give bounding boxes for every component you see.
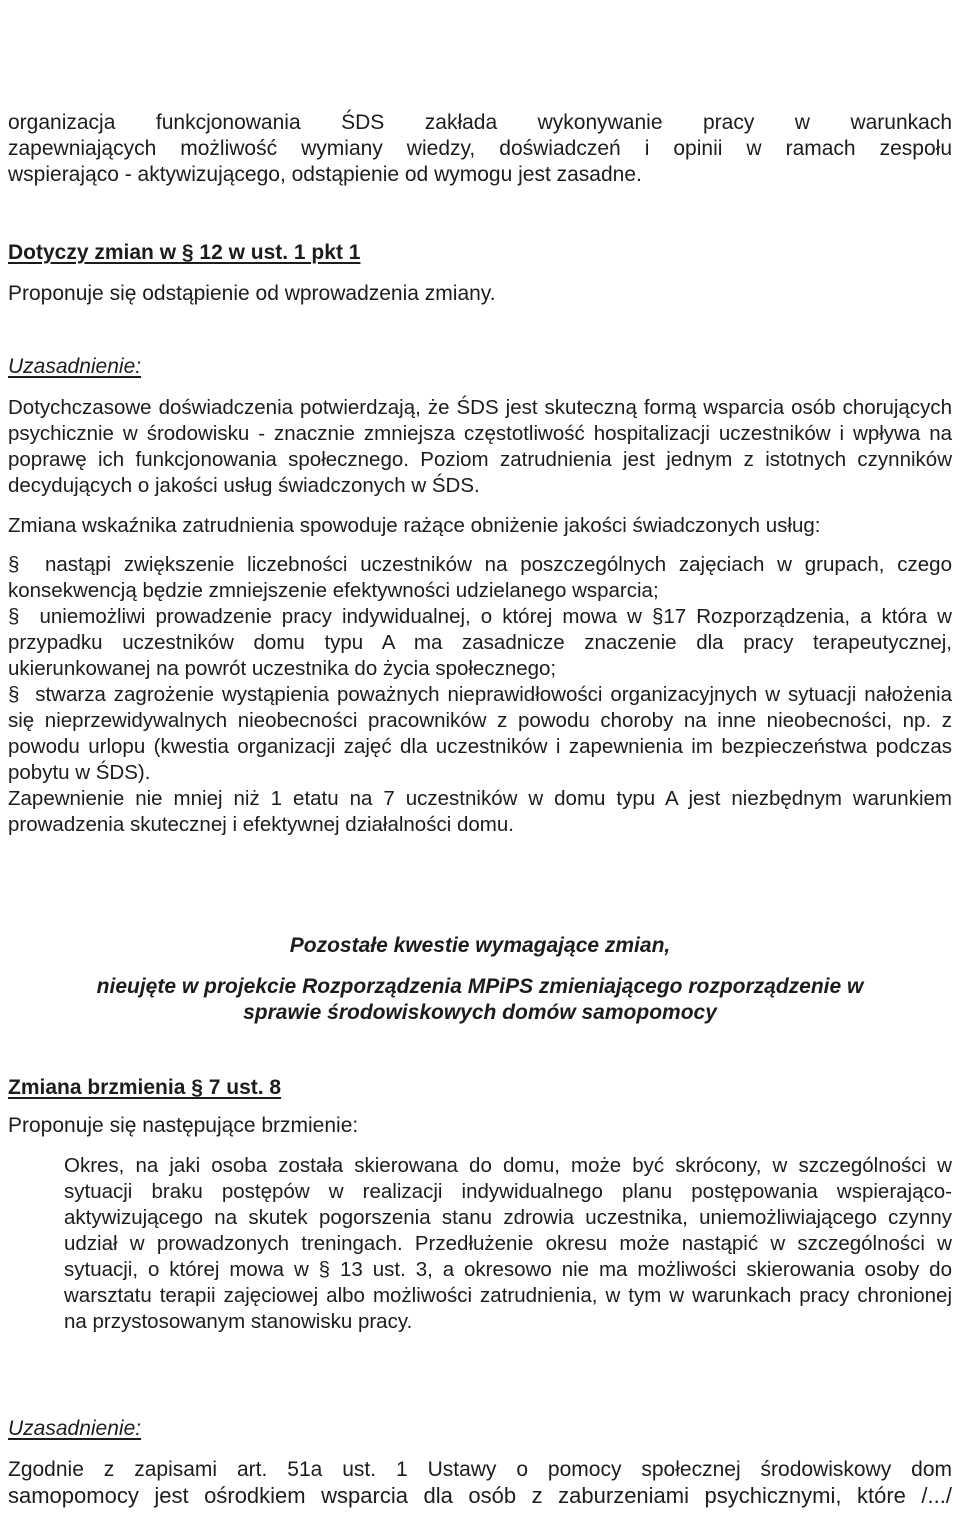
- section1-heading-text: Dotyczy zmian w § 12 w ust. 1 pkt 1: [8, 241, 361, 264]
- section2-heading: [8, 1075, 952, 1101]
- section-mark-icon: §: [8, 553, 20, 576]
- section1-paragraph2: [8, 513, 952, 539]
- intro-paragraph: [8, 110, 952, 188]
- section2-quote-text: Okres, na jaki osoba została skierowana do domu, może być skrócony, w szczególności w sytuacji braku postępów w realizacji indywidualnego planu postępowania wspierająco-aktywizującego na skutek pogorszenia stanu zdrowia uczestnika, uniemożliwiającego czynny udział w prowadzonych treningach. Przedłużenie okresu może nastąpić w szczególności w sytuacji, o której mowa w § 13 ust. 3, a okresowo nie ma możliwości skierowania osoby do warsztatu terapii zajęciowej albo możliwości zatrudnienia, w tym w warunkach pracy chronionej na przystosowanym stanowisku pracy.: [64, 1154, 952, 1333]
- list-item: [8, 552, 952, 604]
- section1-paragraph1: [8, 395, 952, 499]
- section2-proposal: [8, 1113, 952, 1139]
- section2-heading-text: Zmiana brzmienia § 7 ust. 8: [8, 1076, 282, 1099]
- list-item: [8, 604, 952, 682]
- list-item-text: uniemożliwi prowadzenie pracy indywidualnej, o której mowa w §17 Rozporządzenia, a która w przypadku uczestników domu typu A ma zasadnicze znaczenie dla pracy terapeutycznej, ukierunkowanej na powrót uczestnika do życia społecznego;: [8, 605, 952, 680]
- other-issues-subtitle: [0, 974, 960, 1026]
- section1-proposal-text: Proponuje się odstąpienie od wprowadzenia zmiany.: [8, 282, 496, 305]
- section1-heading: [8, 240, 952, 266]
- section1-paragraph2-text: Zmiana wskaźnika zatrudnienia spowoduje rażące obniżenie jakości świadczonych usług:: [8, 514, 821, 537]
- list-item-text: nastąpi zwiększenie liczebności uczestników na poszczególnych zajęciach w grupach, czego konsekwencją będzie zmniejszenie efektywności udzielanego wsparcia;: [8, 553, 952, 602]
- list-item: [8, 682, 952, 786]
- section1-closing: [8, 786, 952, 838]
- section1-justification-label: [8, 354, 952, 380]
- intro-line: organizacja funkcjonowania ŚDS zakłada wykonywanie pracy w warunkach: [8, 111, 952, 134]
- list-item-text: stwarza zagrożenie wystąpienia poważnych nieprawidłowości organizacyjnych w sytuacji nałożenia się nieprzewidywalnych nieobecności pracowników z powodu choroby na inne nieobecności, np. z powodu urlopu (kwestia organizacji zajęć dla uczestników i zapewnienia im bezpieczeństwa podczas pobytu w ŚDS).: [8, 683, 952, 784]
- section1-proposal: [8, 281, 952, 307]
- intro-line: wspierająco - aktywizującego, odstąpienie od wymogu jest zasadne.: [8, 163, 642, 186]
- section2-final-line: samopomocy jest ośrodkiem wsparcia dla osób z zaburzeniami psychicznymi, które /.../: [8, 1483, 952, 1508]
- section2-justification-label: [8, 1416, 952, 1442]
- section1-bullet-list: [8, 552, 952, 838]
- other-issues-subtitle-line: nieujęte w projekcie Rozporządzenia MPiPS zmieniającego rozporządzenie w: [96, 975, 864, 998]
- other-issues-subtitle-line: sprawie środowiskowych domów samopomocy: [243, 1001, 717, 1024]
- intro-line: zapewniających możliwość wymiany wiedzy, doświadczeń i opinii w ramach zespołu: [8, 137, 952, 160]
- other-issues-title-text: Pozostałe kwestie wymagające zmian,: [289, 934, 671, 957]
- justification-label: Uzasadnienie:: [8, 355, 142, 378]
- section-mark-icon: §: [8, 683, 20, 706]
- section2-quote: [64, 1153, 952, 1335]
- section1-closing-text: Zapewnienie nie mniej niż 1 etatu na 7 uczestników w domu typu A jest niezbędnym warunkiem prowadzenia skutecznej i efektywnej działalności domu.: [8, 787, 952, 836]
- section2-proposal-text: Proponuje się następujące brzmienie:: [8, 1114, 359, 1137]
- section2-final-line: Zgodnie z zapisami art. 51a ust. 1 Ustawy o pomocy społecznej środowiskowy dom: [8, 1458, 952, 1481]
- section-mark-icon: §: [8, 605, 20, 628]
- justification-label: Uzasadnienie:: [8, 1417, 142, 1440]
- section1-paragraph1-text: Dotychczasowe doświadczenia potwierdzają, że ŚDS jest skuteczną formą wsparcia osób chorujących psychicznie w środowisku - znacznie zmniejsza częstotliwość hospitalizacji uczestników i wpływa na poprawę ich funkcjonowania społecznego. Poziom zatrudnienia jest jednym z istotnych czynników decydujących o jakości usług świadczonych w ŚDS.: [8, 396, 952, 497]
- other-issues-title: [0, 933, 960, 959]
- section2-final: [8, 1457, 952, 1509]
